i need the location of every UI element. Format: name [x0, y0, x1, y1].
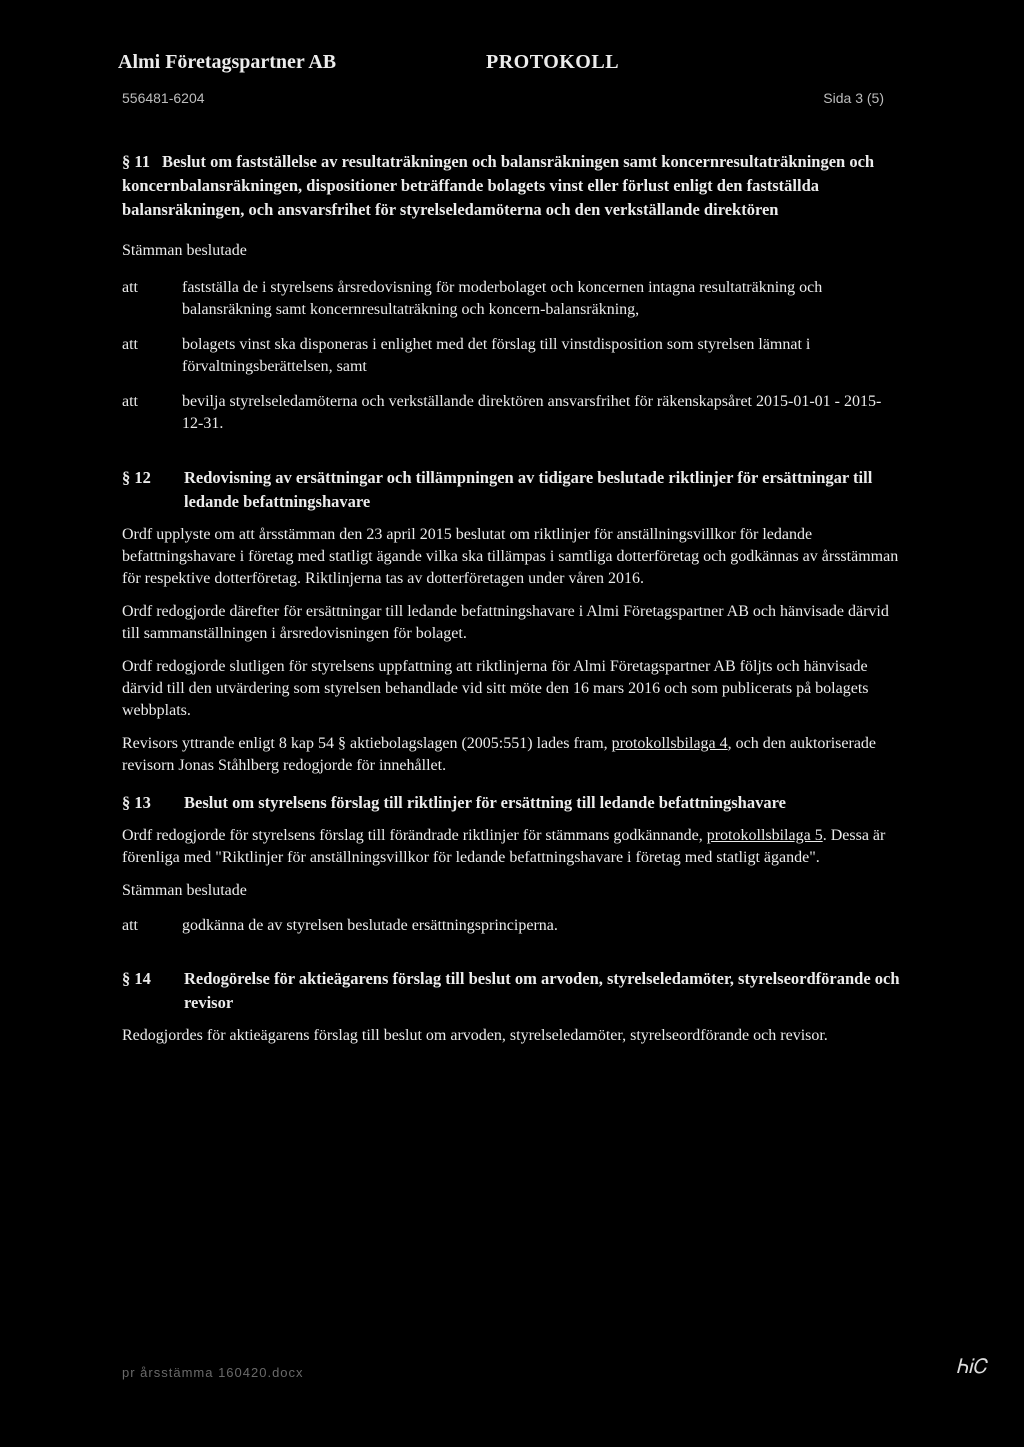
section-11-heading [122, 150, 902, 222]
handwritten-initials: ᏂᎥᏟ [956, 1354, 987, 1378]
att-label: att [122, 917, 138, 934]
section-title: Beslut om fastställelse av resultaträkningen och balansräkningen samt koncernresultaträkningen och koncernbalansräkningen, dispositioner beträffande bolagets vinst eller förlust enligt den fastställda balansräkningen, och ansvarsfrihet för styrelseledamöterna och den verkställande direktören [122, 152, 875, 219]
company-name: Almi Företagspartner AB [118, 51, 337, 73]
footer-filename: pr årsstämma 160420.docx [122, 1365, 304, 1380]
decision-intro: Stämman beslutade [122, 242, 247, 259]
paragraph: Redogjordes för aktieägarens förslag till beslut om arvoden, styrelseledamöter, styrelseordförande och revisor. [122, 1027, 828, 1044]
att-label: att [122, 393, 138, 410]
decision-text: bevilja styrelseledamöterna och verkställande direktören ansvarsfrihet för räkenskapsåret 2015-01-01 - 2015-12-31. [182, 393, 882, 432]
att-label: att [122, 279, 138, 296]
decision-intro: Stämman beslutade [122, 882, 247, 899]
paragraph-text: Ordf redogjorde för styrelsens förslag till förändrade riktlinjer för stämmans godkännande, [122, 827, 707, 844]
appendix-link[interactable]: protokollsbilaga 5 [706, 827, 823, 844]
section-13-heading [122, 791, 902, 815]
page-number: Sida 3 (5) [823, 90, 884, 106]
paragraph: Ordf redogjorde slutligen för styrelsens uppfattning att riktlinjerna för Almi Företagspartner AB följts och hänvisade därvid till den utvärdering som styrelsen behandlade vid sitt möte den 16 mars 2016 och som publicerats på bolagets webbplats. [122, 658, 869, 719]
paragraph: Ordf upplyste om att årsstämman den 23 april 2015 beslutat om riktlinjer för anställningsvillkor för ledande befattningshavare i företag med statligt ägande vilka ska tillämpas i samtliga dotterföretag och godkännas av årsstämman för respektive dotterföretag. Riktlinjerna tas av dotterföretagen under våren 2016. [122, 526, 899, 587]
decision-item [122, 915, 902, 937]
protocol-body [122, 150, 902, 1047]
decision-item [122, 277, 902, 321]
paragraph [122, 733, 902, 777]
decision-item [122, 334, 902, 378]
paragraph-text: , och den auktoriserade revisorn Jonas Ståhlberg redogjorde för innehållet. [122, 735, 877, 774]
paragraph-text: Revisors yttrande enligt 8 kap 54 § aktiebolagslagen (2005:551) lades fram, [122, 735, 612, 752]
decision-text: godkänna de av styrelsen beslutade ersättningsprinciperna. [182, 917, 558, 934]
document-type: PROTOKOLL [486, 51, 620, 73]
section-number: § 14 [122, 969, 151, 988]
section-number: § 12 [122, 468, 151, 487]
paragraph [122, 825, 902, 869]
decision-item [122, 391, 902, 435]
section-14-heading [122, 967, 902, 1015]
section-title: Redovisning av ersättningar och tillämpningen av tidigare beslutade riktlinjer för ersättningar till ledande befattningshavare [184, 468, 873, 511]
org-number: 556481-6204 [122, 90, 205, 106]
section-12-heading [122, 466, 902, 514]
paragraph: Ordf redogjorde därefter för ersättningar till ledande befattningshavare i Almi Företagspartner AB och hänvisade därvid till sammanställningen i årsredovisningen för bolaget. [122, 603, 889, 642]
decision-text: fastställa de i styrelsens årsredovisning för moderbolaget och koncernen intagna resultaträkning och balansräkning samt koncernresultaträkning och koncern-balansräkning, [182, 279, 823, 318]
section-title: Redogörelse för aktieägarens förslag till beslut om arvoden, styrelseledamöter, styrelseordförande och revisor [184, 969, 900, 1012]
section-number: § 11 [122, 152, 150, 171]
section-title: Beslut om styrelsens förslag till riktlinjer för ersättning till ledande befattningshavare [184, 793, 786, 812]
decision-text: bolagets vinst ska disponeras i enlighet med det förslag till vinstdisposition som styrelsen lämnat i förvaltningsberättelsen, samt [182, 336, 811, 375]
paragraph-text: . Dessa är förenliga med "Riktlinjer för anställningsvillkor för ledande befattningshavare i företag med statligt ägande". [122, 827, 886, 866]
section-number: § 13 [122, 793, 151, 812]
att-label: att [122, 336, 138, 353]
appendix-link[interactable]: protokollsbilaga 4 [611, 735, 728, 752]
